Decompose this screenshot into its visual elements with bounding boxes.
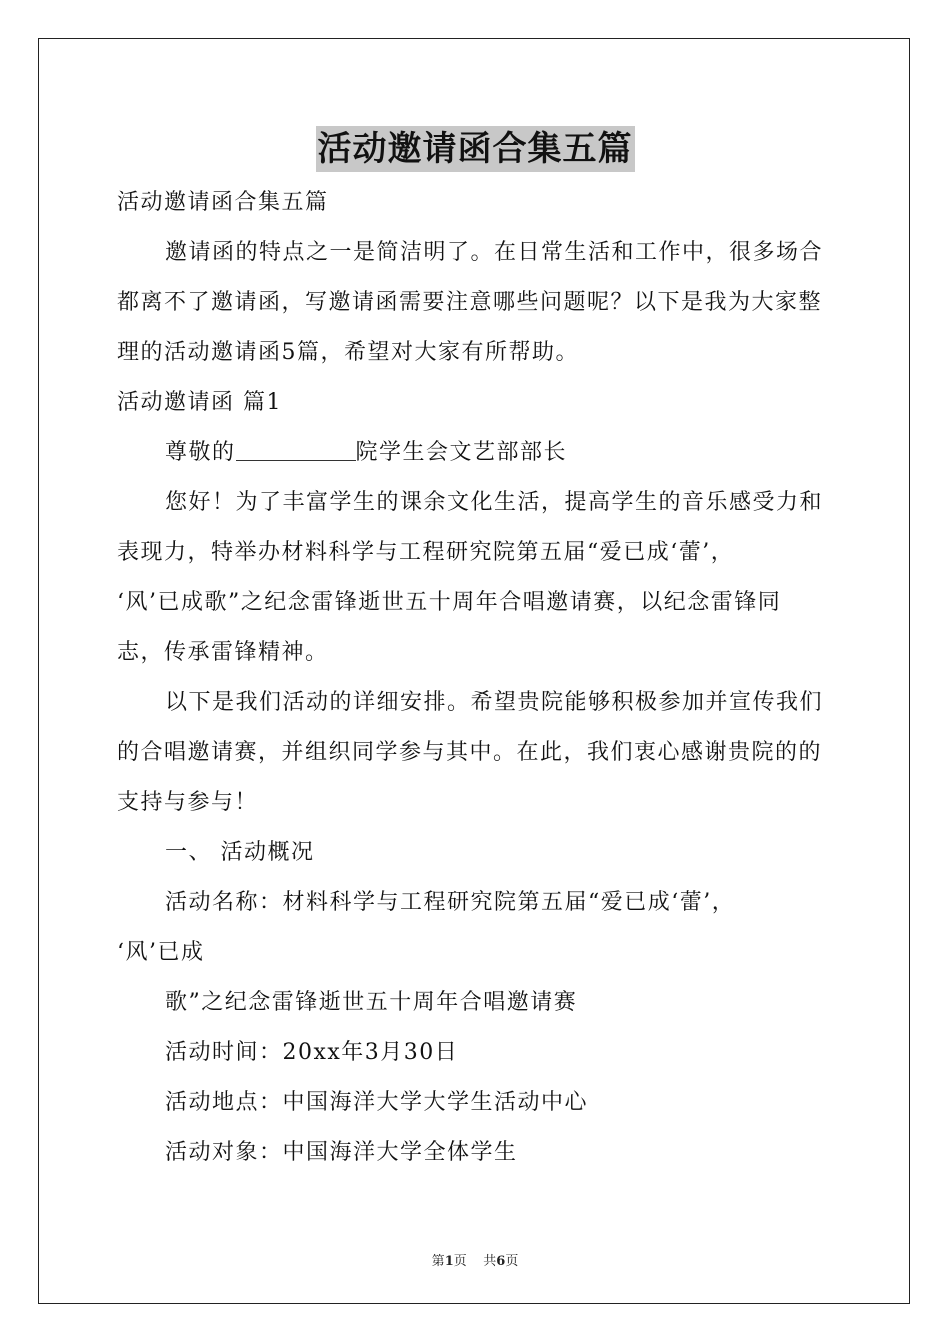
overview-heading: 一、 活动概况 <box>165 840 315 865</box>
title-container <box>0 126 950 172</box>
activity-name-line: ‘风’已成 <box>117 940 205 965</box>
salutation-suffix: 院学生会文艺部部长 <box>355 440 568 465</box>
section-heading: 活动邀请函 篇1 <box>117 390 282 415</box>
activity-name-line: 活动名称：材料科学与工程研究院第五届“爱已成‘蕾’， <box>165 890 736 915</box>
paragraph-line: 表现力，特举办材料科学与工程研究院第五届“爱已成‘蕾’， <box>117 540 735 565</box>
intro-line: 理的活动邀请函5篇，希望对大家有所帮助。 <box>117 340 579 365</box>
page-total: 6 <box>496 1254 506 1269</box>
paragraph-line: 志，传承雷锋精神。 <box>117 640 329 665</box>
page-mid: 页 共 <box>453 1254 497 1269</box>
page-footer <box>0 1250 950 1269</box>
document-body <box>117 178 837 1178</box>
document-title: 活动邀请函合集五篇 <box>316 126 635 172</box>
subtitle: 活动邀请函合集五篇 <box>117 190 329 215</box>
activity-time: 活动时间：20xx年3月30日 <box>165 1040 459 1065</box>
activity-target: 活动对象：中国海洋大学全体学生 <box>165 1140 518 1165</box>
page-current: 1 <box>444 1254 454 1269</box>
intro-line: 邀请函的特点之一是简洁明了。在日常生活和工作中，很多场合 <box>165 240 824 265</box>
page-prefix: 第 <box>431 1254 445 1269</box>
activity-place: 活动地点：中国海洋大学大学生活动中心 <box>165 1090 589 1115</box>
blank-fill-line <box>236 438 356 461</box>
paragraph-line: 支持与参与！ <box>117 790 259 815</box>
paragraph-line: 的合唱邀请赛，并组织同学参与其中。在此，我们衷心感谢贵院的的 <box>117 740 823 765</box>
paragraph-line: ‘风’已成歌”之纪念雷锋逝世五十周年合唱邀请赛，以纪念雷锋同 <box>117 590 782 615</box>
paragraph-line: 以下是我们活动的详细安排。希望贵院能够积极参加并宣传我们 <box>165 690 824 715</box>
salutation-prefix: 尊敬的 <box>165 440 236 465</box>
intro-line: 都离不了邀请函，写邀请函需要注意哪些问题呢？以下是我为大家整 <box>117 290 823 315</box>
paragraph-line: 您好！为了丰富学生的课余文化生活，提高学生的音乐感受力和 <box>165 490 824 515</box>
activity-name-line: 歌”之纪念雷锋逝世五十周年合唱邀请赛 <box>165 990 578 1015</box>
page-suffix: 页 <box>505 1254 519 1269</box>
salutation <box>117 428 837 478</box>
